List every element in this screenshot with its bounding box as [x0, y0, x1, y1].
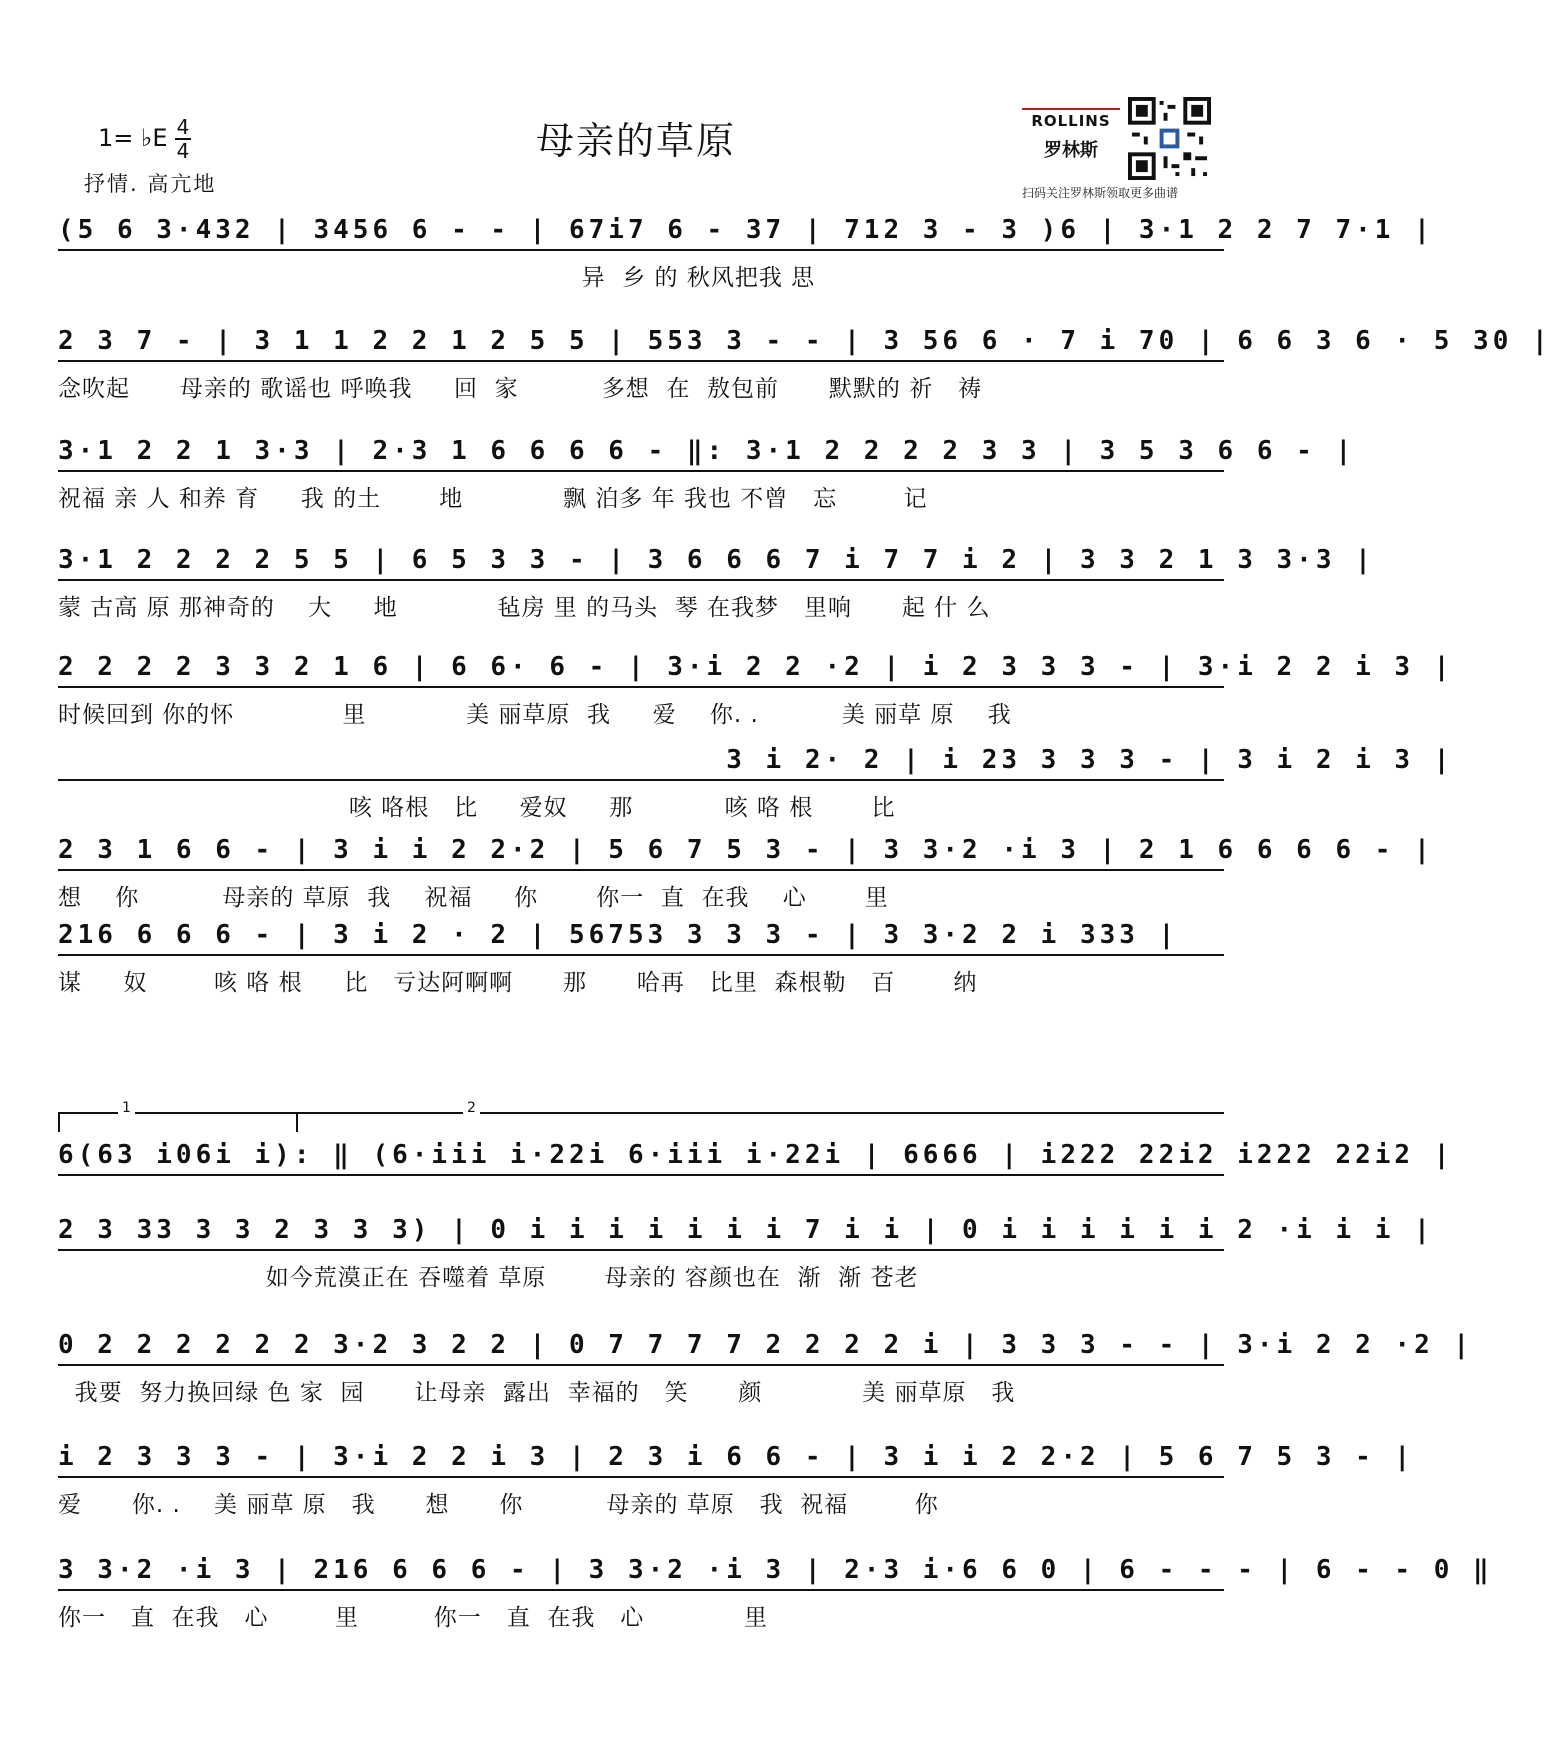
- staff-system: [58, 1215, 1434, 1292]
- lyrics-line: 祝福 亲 人 和养 育 我 的土 地 飘 泊多 年 我也 不曾 忘 记: [58, 486, 928, 512]
- staff-system: [58, 1555, 1493, 1632]
- lyrics-line: 如今荒漠正在 吞噬着 草原 母亲的 容颜也在 渐 渐 苍老: [58, 1265, 919, 1291]
- key-signature: 1= ♭E: [98, 124, 168, 152]
- scan-caption: 扫码关注罗林斯领取更多曲谱: [1022, 186, 1179, 200]
- lyrics-line: 念吹起 母亲的 歌谣也 呼唤我 回 家 多想 在 敖包前 默默的 祈 祷: [58, 376, 983, 402]
- lyrics-line: 时候回到 你的怀 里 美 丽草原 我 爱 你. . 美 丽草 原 我: [58, 702, 1012, 728]
- notation-line: 6(63 i06i i): ‖ (6·iii i·22i 6·iii i·22i | 6666 | i222 22i2 i222 22i2 |: [58, 1140, 1224, 1176]
- notation-line: 216 6 6 6 - | 3 i 2 · 2 | 56753 3 3 3 - | 3 3·2 2 i 333 |: [58, 920, 1224, 956]
- page-title: 母亲的草原: [535, 119, 736, 163]
- lyrics-line: 我要 努力换回绿 色 家 园 让母亲 露出 幸福的 笑 颜 美 丽草原 我: [58, 1380, 1016, 1406]
- lyrics-line: 爱 你. . 美 丽草 原 我 想 你 母亲的 草原 我 祝福 你: [58, 1492, 939, 1518]
- lyrics-line: 你一 直 在我 心 里 你一 直 在我 心 里: [58, 1605, 768, 1631]
- staff-system: [58, 326, 1552, 403]
- lyrics-line: 蒙 古高 原 那神奇的 大 地 毡房 里 的马头 琴 在我梦 里响 起 什 么: [58, 595, 991, 621]
- staff-system: [58, 545, 1375, 622]
- lyrics-line: 咳 咯根 比 爱奴 那 咳 咯 根 比: [58, 795, 896, 821]
- volta-first: 1: [118, 1100, 135, 1116]
- notation-line: 2 2 2 2 3 3 2 1 6 | 6 6· 6 - | 3·i 2 2 ·2 | i 2 3 3 3 - | 3·i 2 2 i 3 |: [58, 652, 1224, 688]
- notation-line: 3 i 2· 2 | i 23 3 3 3 - | 3 i 2 i 3 |: [58, 745, 1224, 781]
- staff-system: [58, 1442, 1415, 1519]
- notation-line: 2 3 33 3 3 2 3 3 3) | 0 i i i i i i i 7 i i | 0 i i i i i i 2 ·i i i |: [58, 1215, 1224, 1251]
- notation-line: (5 6 3·432 | 3456 6 - - | 67i7 6 - 37 | 712 3 - 3 )6 | 3·1 2 2 7 7·1 |: [58, 215, 1224, 251]
- qr-code-icon: [1128, 97, 1211, 180]
- staff-system: [58, 920, 1224, 997]
- volta-brackets: [58, 1100, 1224, 1134]
- notation-line: 3·1 2 2 2 2 5 5 | 6 5 3 3 - | 3 6 6 6 7 i 7 7 i 2 | 3 3 2 1 3 3·3 |: [58, 545, 1224, 581]
- notation-line: 3·1 2 2 1 3·3 | 2·3 1 6 6 6 6 - ‖: 3·1 2 2 2 2 3 3 | 3 5 3 6 6 - |: [58, 436, 1224, 472]
- meter-top: 4: [176, 115, 190, 139]
- notation-line: 2 3 1 6 6 - | 3 i i 2 2·2 | 5 6 7 5 3 - | 3 3·2 ·i 3 | 2 1 6 6 6 6 - |: [58, 835, 1224, 871]
- staff-system: [58, 1140, 1454, 1176]
- brand-logo: ROLLINS: [1022, 108, 1120, 130]
- staff-system: [58, 215, 1434, 292]
- brand-name: 罗林斯: [1044, 140, 1098, 161]
- lyrics-line: 想 你 母亲的 草原 我 祝福 你 你一 直 在我 心 里: [58, 885, 889, 911]
- notation-line: 2 3 7 - | 3 1 1 2 2 1 2 5 5 | 553 3 - - | 3 56 6 · 7 i 70 | 6 6 3 6 · 5 30 |: [58, 326, 1224, 362]
- staff-system: [58, 835, 1434, 912]
- lyrics-line: 谋 奴 咳 咯 根 比 亏达阿啊啊 那 哈再 比里 森根勒 百 纳: [58, 970, 978, 996]
- notation-line: i 2 3 3 3 - | 3·i 2 2 i 3 | 2 3 i 6 6 - | 3 i i 2 2·2 | 5 6 7 5 3 - |: [58, 1442, 1224, 1478]
- notation-line: 0 2 2 2 2 2 2 3·2 3 2 2 | 0 7 7 7 7 2 2 2 2 i | 3 3 3 - - | 3·i 2 2 ·2 |: [58, 1330, 1224, 1366]
- tempo-style: 抒情. 高亢地: [84, 172, 217, 196]
- staff-system: [58, 436, 1356, 513]
- staff-system: [58, 652, 1454, 729]
- lyrics-line: 异 乡 的 秋风把我 思: [58, 265, 816, 291]
- notation-line: 3 3·2 ·i 3 | 216 6 6 6 - | 3 3·2 ·i 3 | 2·3 i·6 6 0 | 6 - - - | 6 - - 0 ‖: [58, 1555, 1224, 1591]
- volta-second: 2: [463, 1100, 480, 1116]
- brand-block: [1022, 108, 1120, 162]
- staff-system: [58, 1330, 1474, 1407]
- staff-system: [58, 745, 1454, 822]
- meter-bottom: 4: [176, 139, 190, 163]
